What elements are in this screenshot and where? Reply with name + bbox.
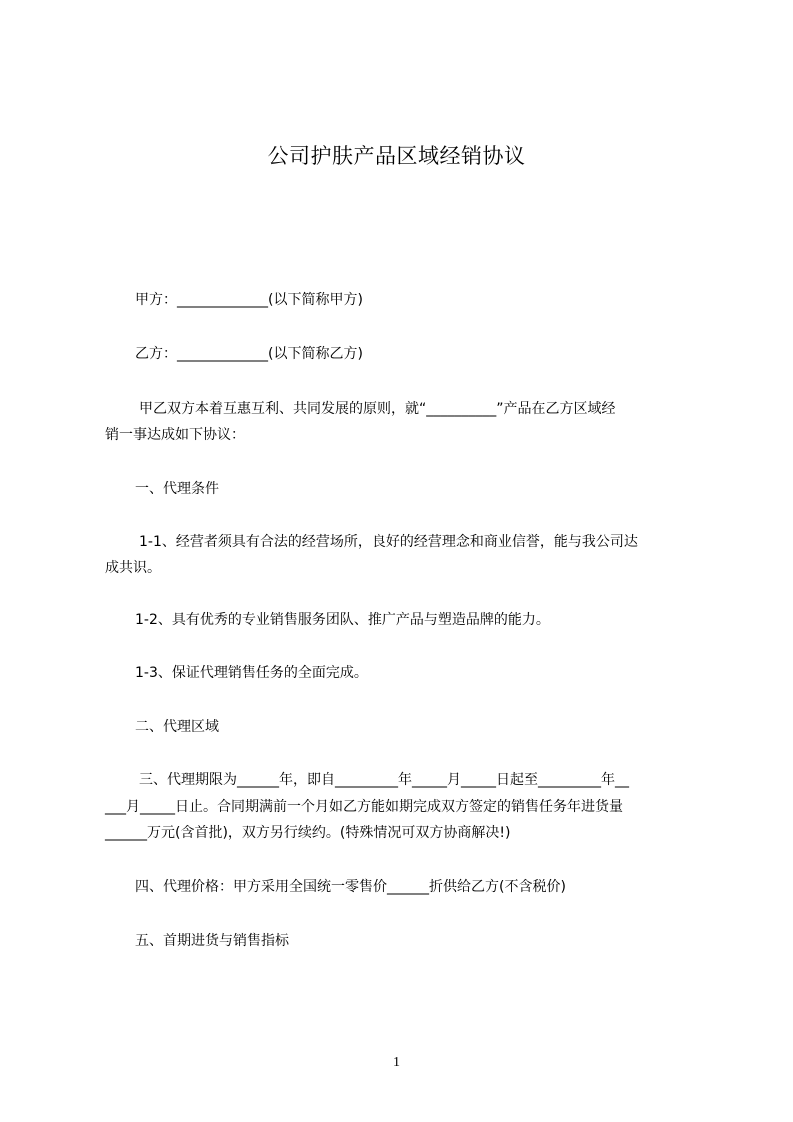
section-3-line-1: 三、代理期限为______年，即自_________年_____月_____日起至_________年__ [139, 772, 629, 788]
section-3-line-2: ___月_____日止。合同期满前一个月如乙方能如期完成双方签定的销售任务年进货量 [105, 799, 623, 815]
clause-1-1-line-2: 成共识。 [105, 560, 161, 576]
intro-paragraph-line-1: 甲乙双方本着互惠互利、共同发展的原则，就“__________”产品在乙方区域经 [139, 401, 616, 417]
section-1-heading: 一、代理条件 [135, 481, 219, 497]
document-title: 公司护肤产品区域经销协议 [267, 144, 526, 168]
section-3-line-3: ______万元(含首批)，双方另行续约。(特殊情况可双方协商解决!) [105, 825, 511, 841]
section-4-line: 四、代理价格：甲方采用全国统一零售价______折供给乙方(不含税价) [135, 879, 566, 895]
intro-paragraph-line-2: 销一事达成如下协议： [105, 427, 245, 443]
section-2-heading: 二、代理区域 [135, 719, 219, 735]
party-b-line: 乙方：_____________(以下简称乙方) [135, 346, 363, 362]
section-5-heading: 五、首期进货与销售指标 [135, 933, 289, 949]
page-number: 1 [393, 1055, 400, 1070]
party-a-line: 甲方：_____________(以下简称甲方) [135, 292, 363, 308]
clause-1-3: 1-3、保证代理销售任务的全面完成。 [135, 665, 368, 681]
clause-1-2: 1-2、具有优秀的专业销售服务团队、推广产品与塑造品牌的能力。 [135, 612, 550, 628]
clause-1-1-line-1: 1-1、经营者须具有合法的经营场所，良好的经营理念和商业信誉，能与我公司达 [139, 534, 638, 550]
